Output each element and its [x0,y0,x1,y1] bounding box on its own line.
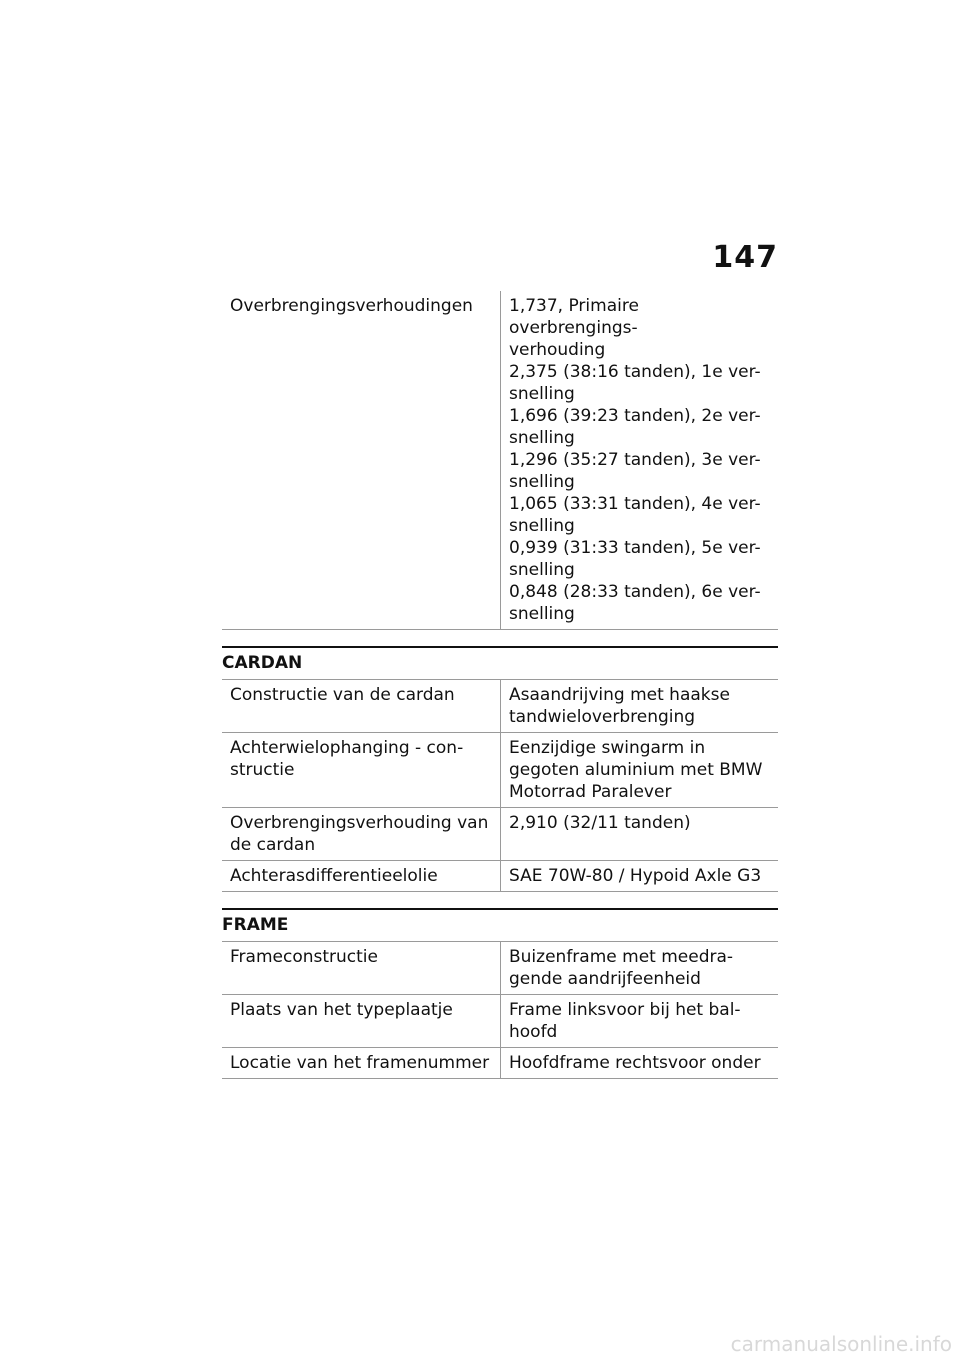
table-row [222,680,778,733]
value-line: verhouding [509,340,606,360]
watermark-footer: carmanualsonline.info [730,1332,952,1356]
page-number: 147 [712,240,778,275]
value-line: snelling [509,428,575,448]
cardan-section [222,646,778,892]
value-line: 0,848 (28:33 tanden), 6e ver- [509,582,761,602]
spec-label: Achterasdifferentieelolie [222,861,501,892]
spec-label: Plaats van het typeplaatje [222,995,501,1048]
value-line: snelling [509,516,575,536]
table-row [222,995,778,1048]
spec-label: Frameconstructie [222,942,501,995]
spec-value: Asaandrijving met haakse tandwieloverbrenging [501,680,779,733]
spec-label: Constructie van de cardan [222,680,501,733]
value-line: 0,939 (31:33 tanden), 5e ver- [509,538,761,558]
spec-value: Frame linksvoor bij het bal-hoofd [501,995,779,1048]
spec-label: Locatie van het framenummer [222,1048,501,1079]
spec-value [501,291,779,630]
value-line: snelling [509,604,575,624]
frame-table [222,942,778,1079]
spec-value: Eenzijdige swingarm in gegoten aluminium met BMW Motorrad Paralever [501,733,779,808]
value-line: 1,696 (39:23 tanden), 2e ver- [509,406,761,426]
section-title-cardan: CARDAN [222,646,778,680]
spec-value: Buizenframe met meedra-gende aandrijfeenheid [501,942,779,995]
value-line: snelling [509,560,575,580]
spec-content [222,291,778,1079]
section-title-frame: FRAME [222,908,778,942]
spec-label: Achterwielophanging - con-structie [222,733,501,808]
value-line: 2,375 (38:16 tanden), 1e ver- [509,362,761,382]
transmission-table [222,291,778,630]
value-line: snelling [509,384,575,404]
table-row [222,733,778,808]
value-line: snelling [509,472,575,492]
value-line: 1,065 (33:31 tanden), 4e ver- [509,494,761,514]
cardan-table [222,680,778,892]
value-line: 1,296 (35:27 tanden), 3e ver- [509,450,761,470]
table-row [222,861,778,892]
spec-value: 2,910 (32/11 tanden) [501,808,779,861]
spec-label: Overbrengingsverhouding van de cardan [222,808,501,861]
spec-value: SAE 70W-80 / Hypoid Axle G3 [501,861,779,892]
spec-value: Hoofdframe rechtsvoor onder [501,1048,779,1079]
table-row [222,808,778,861]
frame-section [222,908,778,1079]
table-row [222,1048,778,1079]
table-row [222,291,778,630]
spec-label: Overbrengingsverhoudingen [222,291,501,630]
table-row [222,942,778,995]
value-line: 1,737, Primaire overbrengings- [509,296,639,338]
